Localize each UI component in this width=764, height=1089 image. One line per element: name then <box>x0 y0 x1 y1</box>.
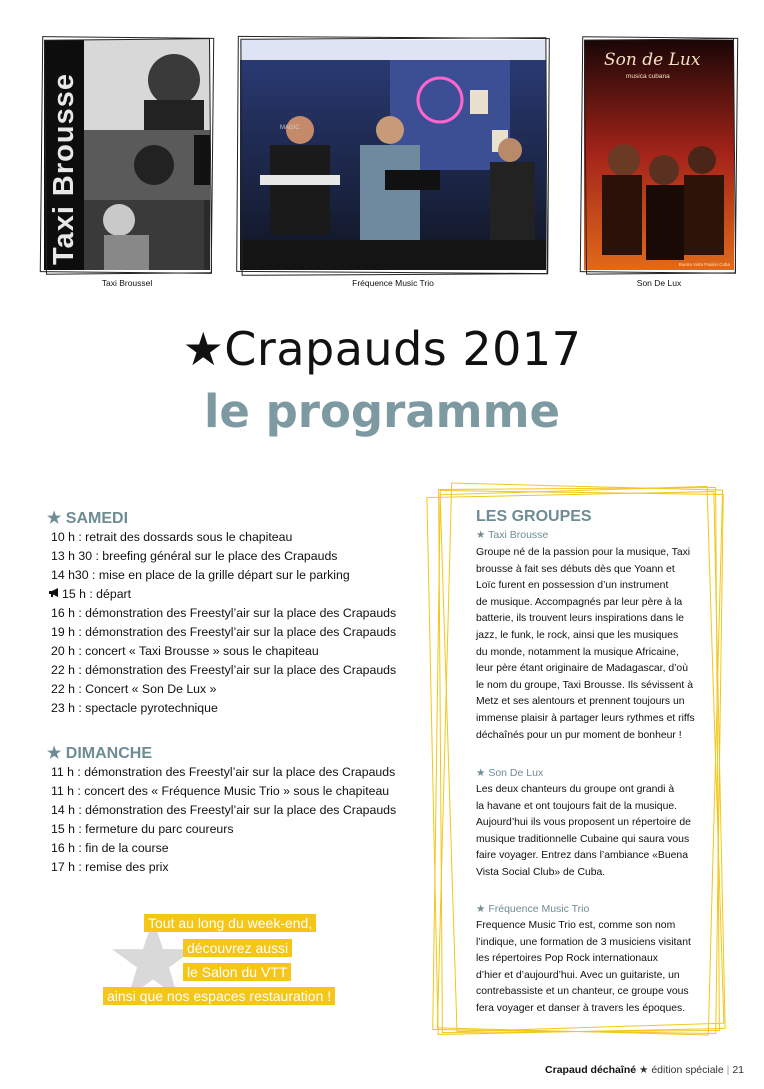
star-icon: ★ <box>639 1064 649 1076</box>
schedule-item: 22 h : Concert « Son De Lux » <box>51 682 217 697</box>
son-de-lux-logo: Son de Lux <box>604 50 701 70</box>
text-line: Groupe né de la passion pour la musique, Taxi <box>476 547 691 558</box>
son-de-lux-logo-sub: musica cubana <box>626 73 670 80</box>
promo-line: ainsi que nos espaces restauration ! <box>103 987 335 1005</box>
schedule-item: 11 h : concert des « Fréquence Music Trio » sous le chapiteau <box>51 784 390 798</box>
groups-title: LES GROUPES <box>476 508 592 525</box>
promo-line: le Salon du VTT <box>183 963 291 981</box>
page-title: ★Crapauds 2017 <box>182 322 582 376</box>
text-line: Frequence Music Trio est, comme son nom <box>476 920 676 931</box>
schedule-item-start: 15 h : départ <box>48 585 393 604</box>
footer-separator: | <box>726 1064 730 1076</box>
schedule-item: 16 h : fin de la course <box>51 841 169 855</box>
photo-caption: Son De Lux <box>636 278 682 288</box>
group-name: ★ Taxi Brousse <box>476 529 549 541</box>
samedi-schedule <box>51 528 396 718</box>
text-line: les répertoires Pop Rock internationaux <box>476 953 658 965</box>
text-line: la havane et ont toujours fait de la musique. <box>476 800 678 812</box>
schedule-item: 13 h 30 : breefing général sur le place des Crapauds <box>51 549 338 563</box>
text-line: faire voyager. Entrez dans l’ambiance «Buena <box>476 850 688 862</box>
photo-caption: Fréquence Music Trio <box>352 278 434 288</box>
text-line: immense plaisir à partager leurs rythmes et riffs <box>476 712 695 724</box>
text-line: déchaînés pour un pur moment de bonheur ! <box>476 729 682 741</box>
group-name: ★ Fréquence Music Trio <box>476 903 590 915</box>
text-line: Aujourd’hui ils vous proposent un répertoire de <box>476 817 691 829</box>
schedule-item: 14 h : démonstration des Freestyl’air sur la place des Crapauds <box>51 803 397 817</box>
photo-credit: Buena Vista Pasión Cuba <box>678 262 730 267</box>
promo-line: Tout au long du week-end, <box>144 914 316 932</box>
schedule-item: 19 h : démonstration des Freestyl’air sur la place des Crapauds <box>51 625 397 640</box>
text-line: Metz et ses alentours et prennent toujours un <box>476 696 685 708</box>
frequence-photo-art <box>240 40 546 270</box>
text-line: leur père étant originaire de Madagascar, d’où <box>476 663 688 675</box>
text-line: brousse à fait ses débuts dès que Yoann et <box>476 563 675 575</box>
text-line: fera voyager et danser à travers les époques. <box>476 1002 686 1014</box>
text-line: l’indique, une formation de 3 musiciens visitant <box>476 936 691 948</box>
schedule-item: 17 h : remise des prix <box>51 860 169 874</box>
text-line: le nom du groupe, Taxi Brousse. Ils sévissent à <box>476 679 693 691</box>
photo-caption: Taxi Broussel <box>101 278 153 288</box>
amp-sign-text: MAGIC <box>280 125 300 131</box>
group-name: ★ Son De Lux <box>476 767 544 779</box>
schedule-item: 23 h : spectacle pyrotechnique <box>51 701 218 716</box>
page-number: 21 <box>732 1064 744 1076</box>
samedi-heading: ★ SAMEDI <box>47 510 129 527</box>
schedule-item: 15 h : fermeture du parc coureurs <box>51 822 234 836</box>
text-line: batterie, ils trouvent leurs inspirations dans le <box>476 613 684 625</box>
schedule-item: 22 h : démonstration des Freestyl’air sur la place des Crapauds <box>51 663 397 678</box>
text-line: Loïc furent en possession d’un instrument <box>476 580 669 592</box>
text-line: d’hier et d’aujourd’hui. Avec un guitariste, un <box>476 969 680 981</box>
group-description <box>476 782 704 882</box>
text-line: musique traditionnelle Cubaine qui saura vous <box>476 833 690 845</box>
text-line: jazz, le funk, le rock, ainsi que les musiques <box>476 629 679 641</box>
group-description <box>476 918 704 1018</box>
page-footer <box>545 1064 744 1076</box>
taxi-brousse-vertical-title: Taxi Brousse <box>48 73 80 265</box>
text-line: du monde, notamment la musique Africaine, <box>476 646 679 658</box>
text-line: de musique. Accompagnés par leur père à la <box>476 596 683 608</box>
text-line: Vista Social Club» de Cuba. <box>476 866 606 878</box>
text-line: contrebassiste et un chanteur, ce groupe vous <box>476 986 689 998</box>
publication-name: Crapaud déchaîné <box>545 1064 637 1076</box>
schedule-item: 11 h : démonstration des Freestyl’air sur la place des Crapauds <box>51 765 396 779</box>
dimanche-schedule <box>51 763 396 877</box>
megaphone-icon <box>48 585 62 604</box>
dimanche-heading: ★ DIMANCHE <box>47 745 153 762</box>
promo-line: découvrez aussi <box>183 939 292 957</box>
schedule-item: 16 h : démonstration des Freestyl’air sur la place des Crapauds <box>51 606 397 621</box>
edition-label: édition spéciale <box>651 1064 724 1076</box>
text-line: Les deux chanteurs du groupe ont grandi à <box>476 784 675 795</box>
group-description <box>476 545 704 744</box>
schedule-item: 20 h : concert « Taxi Brousse » sous le chapiteau <box>51 644 319 659</box>
schedule-item: 10 h : retrait des dossards sous le chapiteau <box>51 530 293 544</box>
schedule-item: 14 h30 : mise en place de la grille départ sur le parking <box>51 568 350 582</box>
page-subtitle: le programme <box>203 385 560 438</box>
